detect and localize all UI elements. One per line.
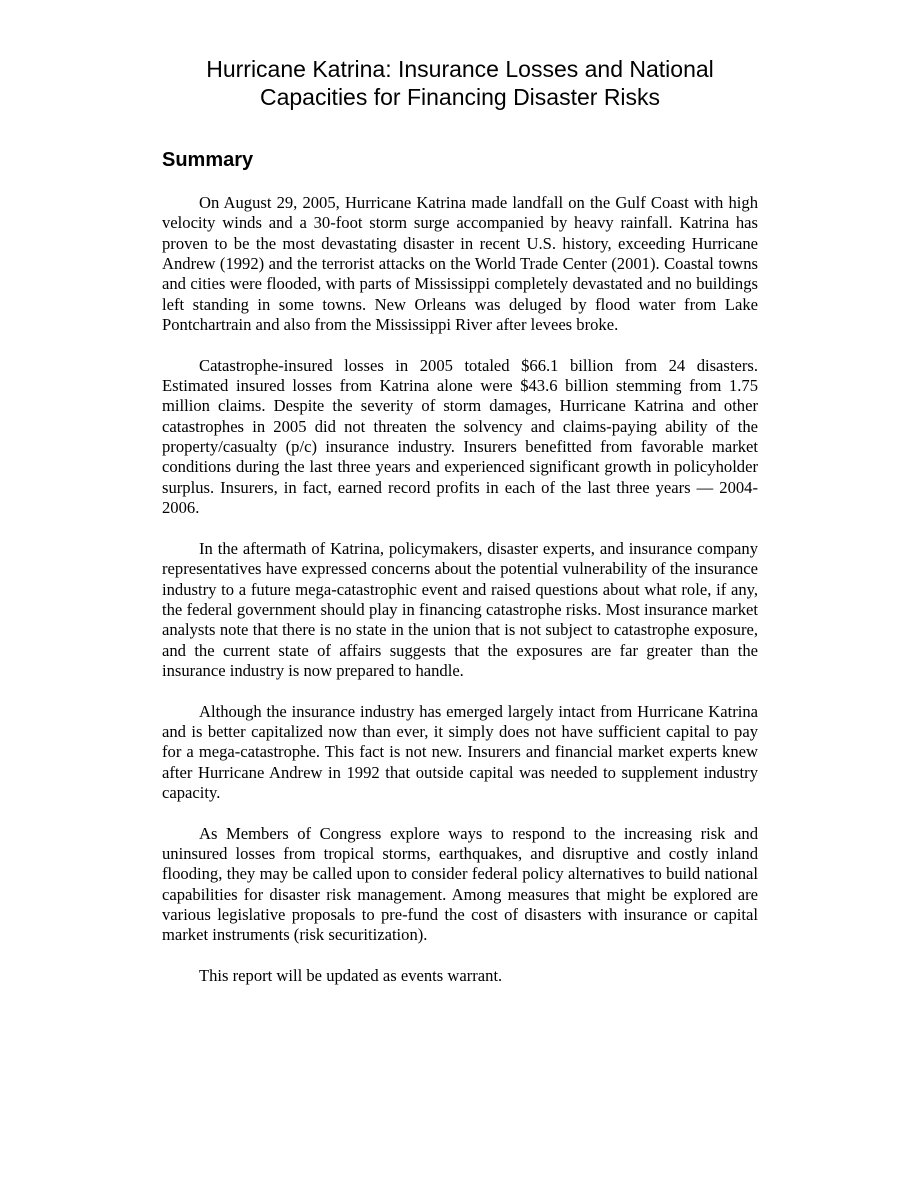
summary-paragraph-5: As Members of Congress explore ways to respond to the increasing risk and uninsured losses from tropical storms, earthquakes, and disruptive and costly inland flooding, they may be called upon to consider federal policy alternatives to build national capabilities for disaster risk management. Among measures that might be explored are various legislative proposals to pre-fund the cost of disasters with insurance or capital market instruments (risk securitization). bbox=[162, 823, 758, 945]
document-title-line-1: Hurricane Katrina: Insurance Losses and National bbox=[206, 56, 714, 82]
summary-paragraph-6: This report will be updated as events warrant. bbox=[199, 966, 503, 986]
summary-paragraph-3: In the aftermath of Katrina, policymakers, disaster experts, and insurance company representatives have expressed concerns about the potential vulnerability of the insurance industry to a future mega-catastrophic event and raised questions about what role, if any, the federal government should play in financing catastrophe risks. Most insurance market analysts note that there is no state in the union that is not subject to catastrophe exposure, and the current state of affairs suggests that the exposures are far greater than the insurance industry is now prepared to handle. bbox=[162, 538, 758, 680]
summary-paragraph-4: Although the insurance industry has emerged largely intact from Hurricane Katrina and is better capitalized now than ever, it simply does not have sufficient capital to pay for a mega-catastrophe. This fact is not new. Insurers and financial market experts knew after Hurricane Andrew in 1992 that outside capital was needed to supplement industry capacity. bbox=[162, 701, 758, 802]
section-heading-summary: Summary bbox=[162, 149, 254, 171]
summary-paragraph-2: Catastrophe-insured losses in 2005 totaled $66.1 billion from 24 disasters. Estimated insured losses from Katrina alone were $43.6 billion stemming from 1.75 million claims. Despite the severity of storm damages, Hurricane Katrina and other catastrophes in 2005 did not threaten the solvency and claims-paying ability of the property/casualty (p/c) insurance industry. Insurers benefitted from favorable market conditions during the last three years and experienced significant growth in policyholder surplus. Insurers, in fact, earned record profits in each of the last three years — 2004-2006. bbox=[162, 355, 758, 518]
summary-body bbox=[162, 193, 758, 1007]
document-title bbox=[162, 55, 758, 111]
document-title-line-2: Capacities for Financing Disaster Risks bbox=[259, 84, 661, 110]
summary-paragraph-1: On August 29, 2005, Hurricane Katrina made landfall on the Gulf Coast with high velocity winds and a 30-foot storm surge accompanied by heavy rainfall. Katrina has proven to be the most devastating disaster in recent U.S. history, exceeding Hurricane Andrew (1992) and the terrorist attacks on the World Trade Center (2001). Coastal towns and cities were flooded, with parts of Mississippi completely devastated and no buildings left standing in some towns. New Orleans was deluged by flood water from Lake Pontchartrain and also from the Mississippi River after levees broke. bbox=[162, 193, 758, 335]
